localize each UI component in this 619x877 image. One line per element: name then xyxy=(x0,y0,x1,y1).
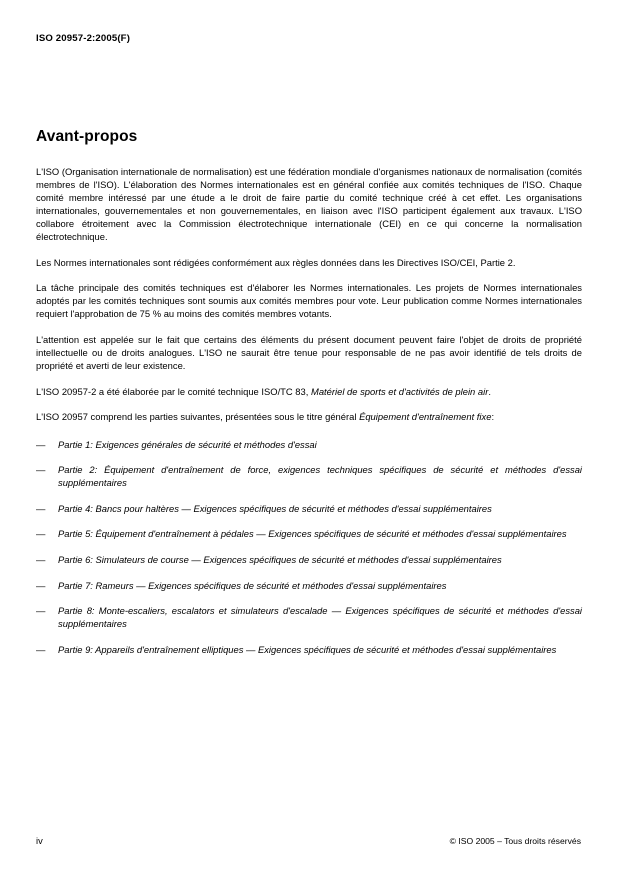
em-dash-bullet-icon: — xyxy=(36,643,46,655)
paragraph-iso-definition xyxy=(36,165,582,244)
iso-parts-list xyxy=(36,438,582,656)
text-run: Les Normes internationales sont rédigées conformément aux règles données dans les Directives ISO/CEI, Partie 2. xyxy=(36,256,516,268)
foreword-section xyxy=(36,128,582,656)
text-run: L'ISO 20957-2 a été élaborée par le comité technique ISO/TC 83, xyxy=(36,385,311,397)
paragraph-technical-committee xyxy=(36,385,582,398)
paragraph-directives xyxy=(36,256,582,269)
italic-title-run: Matériel de sports et d'activités de plein air xyxy=(311,385,489,397)
page-title: Avant-propos xyxy=(36,128,138,145)
list-item xyxy=(36,604,582,630)
text-run: L'ISO 20957 comprend les parties suivantes, présentées sous le titre général xyxy=(36,411,360,423)
list-item-label: Partie 5: Équipement d'entraînement à pédales — Exigences spécifiques de sécurité et méthodes d'essai supplémentaires xyxy=(58,528,567,540)
italic-title-run: Équipement d'entraînement fixe xyxy=(359,411,492,423)
text-run: La tâche principale des comités techniques est d'élaborer les Normes internationales. Les projets de Normes internationales adoptés par les comités techniques sont soumis aux comités membres pour vote. Leur publication comme Normes internationales requiert l'approbation de 75 % au moins des comités membres votants. xyxy=(36,282,582,320)
em-dash-bullet-icon: — xyxy=(36,528,46,540)
list-item xyxy=(36,579,582,592)
list-item-label: Partie 2: Équipement d'entraînement de force, exigences techniques spécifiques de sécurité et méthodes d'essai supplémentaires xyxy=(58,464,582,489)
list-item xyxy=(36,502,582,515)
text-run: . xyxy=(488,385,491,397)
em-dash-bullet-icon: — xyxy=(36,438,46,450)
foreword-paragraphs xyxy=(36,165,582,424)
em-dash-bullet-icon: — xyxy=(36,502,46,514)
list-item-label: Partie 4: Bancs pour haltères — Exigences spécifiques de sécurité et méthodes d'essai supplémentaires xyxy=(58,502,492,514)
list-item-label: Partie 1: Exigences générales de sécurité et méthodes d'essai xyxy=(58,438,317,450)
list-item xyxy=(36,438,582,451)
paragraph-parts-intro xyxy=(36,410,582,423)
list-item-label: Partie 8: Monte-escaliers, escalators et simulateurs d'escalade — Exigences spécifiques de sécurité et méthodes d'essai supplémentaires xyxy=(58,605,582,630)
list-item xyxy=(36,553,582,566)
em-dash-bullet-icon: — xyxy=(36,553,46,565)
list-item-label: Partie 9: Appareils d'entraînement elliptiques — Exigences spécifiques de sécurité et méthodes d'essai supplémentaires xyxy=(58,643,557,655)
text-run: L'attention est appelée sur le fait que certains des éléments du présent document peuvent faire l'objet de droits de propriété intellectuelle ou de droits analogues. L'ISO ne saurait être tenue pour responsable de ne pas avoir identifié de tels droits de propriété et averti de leur existence. xyxy=(36,334,582,372)
list-item xyxy=(36,463,582,489)
em-dash-bullet-icon: — xyxy=(36,464,46,476)
list-item-label: Partie 6: Simulateurs de course — Exigences spécifiques de sécurité et méthodes d'essai supplémentaires xyxy=(58,553,502,565)
copyright-notice: © ISO 2005 – Tous droits réservés xyxy=(449,836,581,846)
text-run: : xyxy=(491,411,495,423)
em-dash-bullet-icon: — xyxy=(36,579,46,591)
list-item-label: Partie 7: Rameurs — Exigences spécifiques de sécurité et méthodes d'essai supplémentaires xyxy=(58,579,447,591)
em-dash-bullet-icon: — xyxy=(36,605,46,617)
page-number: iv xyxy=(36,836,43,846)
paragraph-patent-rights xyxy=(36,333,582,372)
list-item xyxy=(36,643,582,656)
document-header-reference: ISO 20957-2:2005(F) xyxy=(36,33,131,44)
paragraph-approval-process xyxy=(36,281,582,320)
list-item xyxy=(36,527,582,540)
text-run: L'ISO (Organisation internationale de normalisation) est une fédération mondiale d'organismes nationaux de normalisation (comités membres de l'ISO). L'élaboration des Normes internationales est en général confiée aux comités techniques de l'ISO. Chaque comité membre intéressé par une étude a le droit de faire partie du comité technique créé à cet effet. Les organisations internationales, gouvernementales et non gouvernementales, en liaison avec l'ISO participent également aux travaux. L'ISO collabore étroitement avec la Commission électrotechnique internationale (CEI) en ce qui concerne la normalisation électrotechnique. xyxy=(36,165,582,243)
document-footer xyxy=(36,836,581,850)
